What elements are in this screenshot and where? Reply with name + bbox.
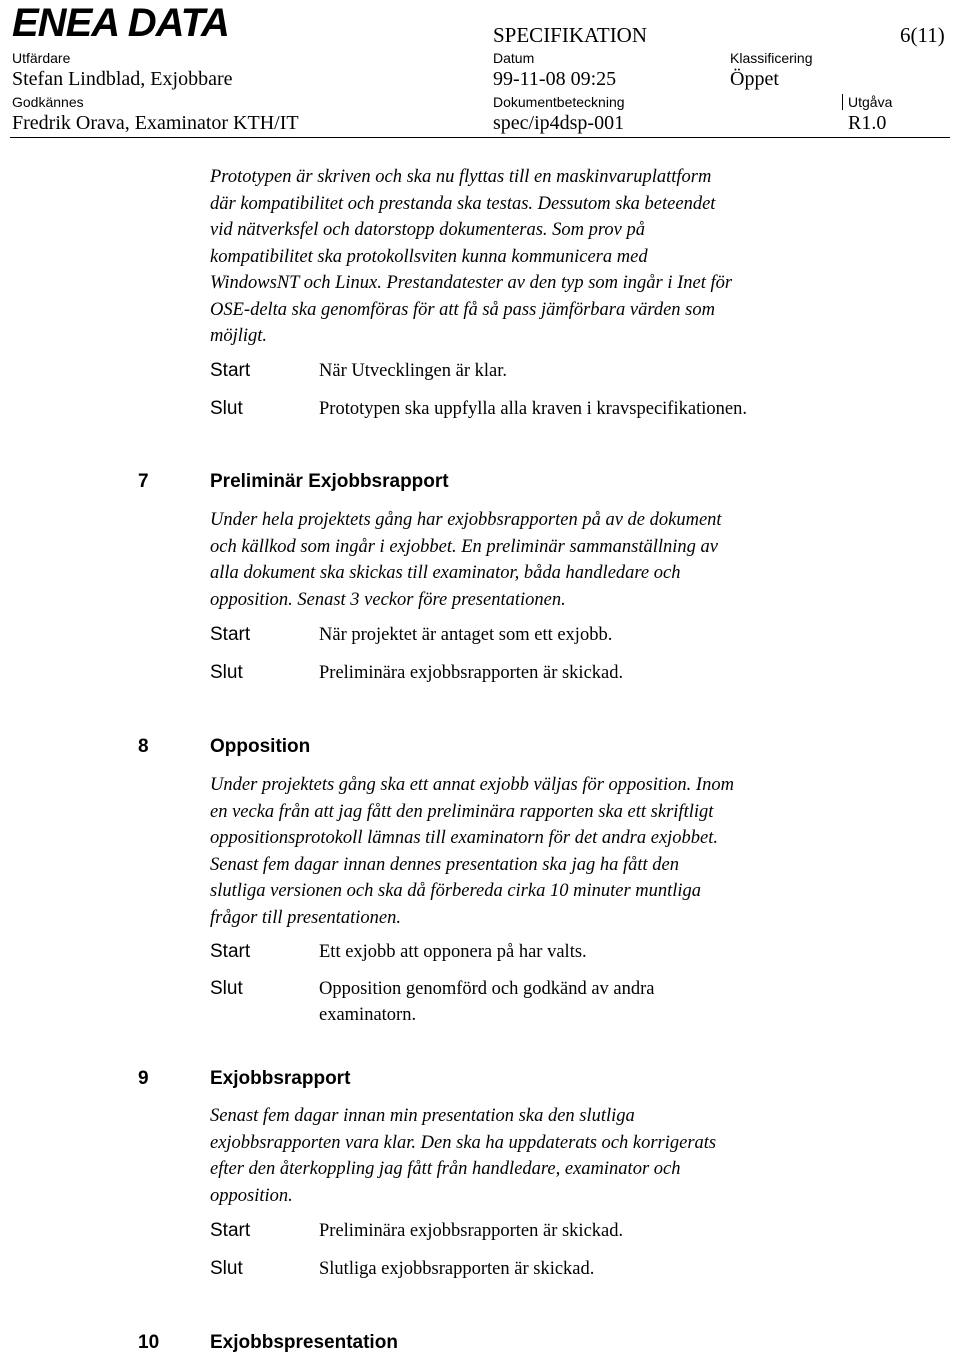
- text-line: Under hela projektets gång har exjobbsrapporten på av de dokument: [210, 510, 722, 530]
- godkannes-value: Fredrik Orava, Examinator KTH/IT: [12, 112, 299, 134]
- text-line: Prototypen är skriven och ska nu flyttas till en maskinvaruplattform: [210, 167, 712, 187]
- document-type: SPECIFIKATION: [493, 23, 648, 47]
- text-line: Under projektets gång ska ett annat exjobb väljas för opposition. Inom: [210, 775, 734, 795]
- klassificering-label: Klassificering: [730, 50, 813, 66]
- section-title: Opposition: [210, 736, 311, 757]
- company-logo: ENEA DATA: [12, 1, 229, 45]
- text-line: oppositionsprotokoll lämnas till examinatorn för det andra exjobbet.: [210, 828, 719, 848]
- page-number: 6(11): [900, 23, 945, 47]
- text-line: Senast fem dagar innan min presentation ska den slutliga: [210, 1106, 635, 1126]
- section-paragraph: [210, 1103, 870, 1209]
- text-line: möjligt.: [210, 326, 268, 346]
- slut-value: [319, 976, 879, 1028]
- start-label: Start: [210, 1220, 251, 1241]
- utfardare-label: Utfärdare: [12, 50, 71, 66]
- section-paragraph: [210, 772, 870, 931]
- slut-label: Slut: [210, 1258, 243, 1279]
- klassificering-value: Öppet: [730, 68, 779, 90]
- text-line: frågor till presentationen.: [210, 907, 401, 928]
- start-value: När projektet är antaget som ett exjobb.: [319, 625, 613, 645]
- section-title: Preliminär Exjobbsrapport: [210, 471, 449, 492]
- slut-value: Preliminära exjobbsrapporten är skickad.: [319, 663, 624, 683]
- start-value: Ett exjobb att opponera på har valts.: [319, 942, 587, 962]
- text-line: Opposition genomförd och godkänd av andra: [319, 979, 655, 999]
- start-value: När Utvecklingen är klar.: [319, 361, 508, 381]
- dokumentbeteckning-label: Dokumentbeteckning: [493, 94, 625, 110]
- section-number: 8: [138, 736, 149, 757]
- text-line: Senast fem dagar innan dennes presentation ska jag ha fått den: [210, 854, 679, 875]
- text-line: en vecka från att jag fått den preliminära rapporten ska ett skriftligt: [210, 801, 714, 822]
- datum-label: Datum: [493, 50, 535, 66]
- section-title: Exjobbspresentation: [210, 1332, 398, 1353]
- slut-label: Slut: [210, 978, 243, 999]
- text-line: OSE-delta ska genomföras för att få så pass jämförbara värden som: [210, 299, 715, 320]
- utgava-label: Utgåva: [848, 94, 893, 110]
- datum-value: 99-11-08 09:25: [493, 68, 617, 90]
- text-line: examinatorn.: [319, 1005, 417, 1025]
- dokumentbeteckning-value: spec/ip4dsp-001: [493, 112, 625, 134]
- slut-label: Slut: [210, 662, 243, 683]
- text-line: opposition.: [210, 1185, 293, 1206]
- start-label: Start: [210, 360, 251, 381]
- text-line: opposition. Senast 3 veckor före presentationen.: [210, 589, 566, 610]
- section-number: 10: [138, 1332, 160, 1353]
- start-value: Preliminära exjobbsrapporten är skickad.: [319, 1221, 624, 1241]
- text-line: alla dokument ska skickas till examinator, båda handledare och: [210, 563, 681, 583]
- section-title: Exjobbsrapport: [210, 1068, 351, 1089]
- text-line: vid nätverksfel och datorstopp dokumenteras. Som prov på: [210, 220, 646, 240]
- godkannes-label: Godkännes: [12, 94, 84, 110]
- header-rule: [10, 137, 950, 138]
- section-paragraph: [210, 507, 870, 613]
- text-line: där kompatibilitet och prestanda ska testas. Dessutom ska beteendet: [210, 193, 716, 214]
- utgava-value: R1.0: [848, 112, 887, 134]
- text-line: och källkod som ingår i exjobbet. En preliminär sammanställning av: [210, 536, 719, 557]
- start-label: Start: [210, 624, 251, 645]
- slut-value: Slutliga exjobbsrapporten är skickad.: [319, 1259, 595, 1279]
- intro-paragraph: [210, 164, 870, 350]
- text-line: exjobbsrapporten vara klar. Den ska ha uppdaterats och korrigerats: [210, 1132, 717, 1153]
- utgava-divider: [842, 94, 843, 110]
- text-line: WindowsNT och Linux. Prestandatester av den typ som ingår i Inet för: [210, 273, 733, 293]
- text-line: kompatibilitet ska protokollsviten kunna kommunicera med: [210, 246, 648, 267]
- section-number: 9: [138, 1068, 149, 1089]
- start-label: Start: [210, 941, 251, 962]
- text-line: efter den återkoppling jag fått från handledare, examinator och: [210, 1159, 681, 1179]
- slut-label: Slut: [210, 398, 243, 419]
- text-line: slutliga versionen och ska då förbereda cirka 10 minuter muntliga: [210, 881, 702, 901]
- slut-value: Prototypen ska uppfylla alla kraven i kravspecifikationen.: [319, 399, 747, 419]
- section-number: 7: [138, 471, 149, 492]
- utfardare-value: Stefan Lindblad, Exjobbare: [12, 68, 233, 90]
